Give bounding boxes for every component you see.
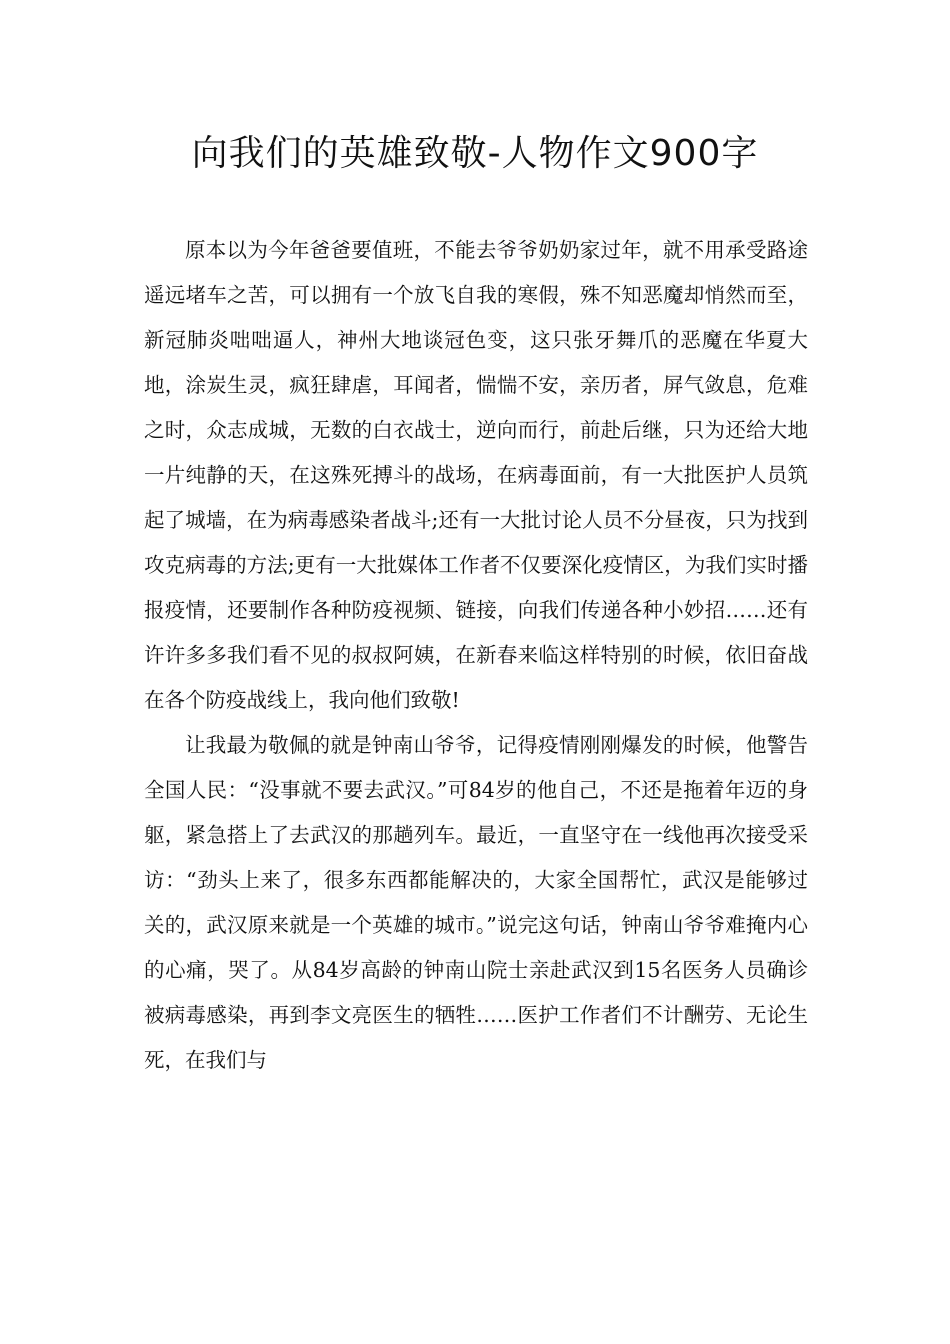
article-body — [144, 228, 808, 1083]
paragraph-1: 原本以为今年爸爸要值班，不能去爷爷奶奶家过年，就不用承受路途遥远堵车之苦，可以拥有一个放飞自我的寒假，殊不知恶魔却悄然而至，新冠肺炎咄咄逼人，神州大地谈冠色变，这只张牙舞爪的恶魔在华夏大地，涂炭生灵，疯狂肆虐，耳闻者，惴惴不安，亲历者，屏气敛息，危难之时，众志成城，无数的白衣战士，逆向而行，前赴后继，只为还给大地一片纯静的天，在这殊死搏斗的战场，在病毒面前，有一大批医护人员筑起了城墙，在为病毒感染者战斗;还有一大批讨论人员不分昼夜，只为找到攻克病毒的方法;更有一大批媒体工作者不仅要深化疫情区，为我们实时播报疫情，还要制作各种防疫视频、链接，向我们传递各种小妙招……还有许许多多我们看不见的叔叔阿姨，在新春来临这样特别的时候，依旧奋战在各个防疫战线上，我向他们致敬! — [144, 238, 808, 712]
paragraph-2: 让我最为敬佩的就是钟南山爷爷，记得疫情刚刚爆发的时候，他警告全国人民：“没事就不要去武汉。”可84岁的他自己，不还是拖着年迈的身躯，紧急搭上了去武汉的那趟列车。最近，一直坚守在一线他再次接受采访：“劲头上来了，很多东西都能解决的，大家全国帮忙，武汉是能够过关的，武汉原来就是一个英雄的城市。”说完这句话，钟南山爷爷难掩内心的心痛，哭了。从84岁高龄的钟南山院士亲赴武汉到15名医务人员确诊被病毒感染，再到李文亮医生的牺牲……医护工作者们不计酬劳、无论生死，在我们与 — [144, 733, 808, 1072]
page-title: 向我们的英雄致敬-人物作文900字 — [191, 133, 759, 174]
